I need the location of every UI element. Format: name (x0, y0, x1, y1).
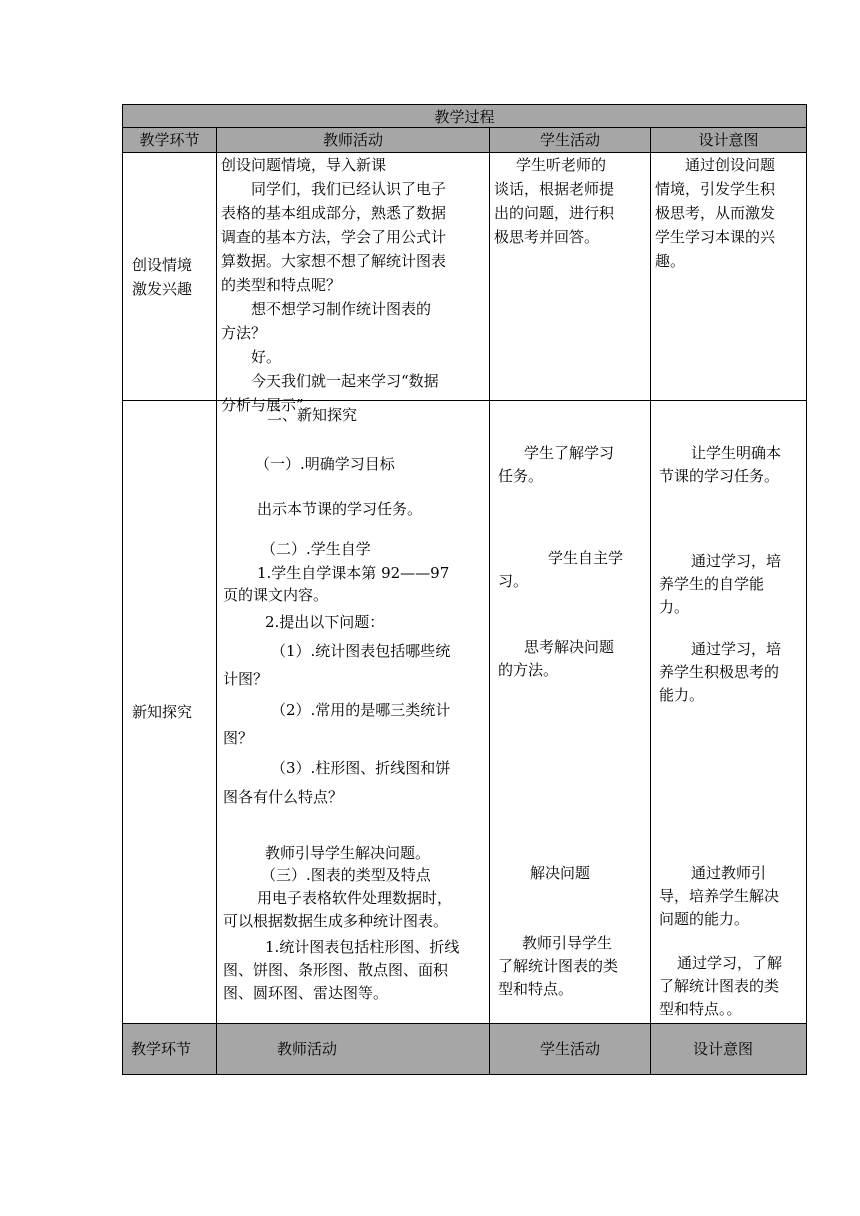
design-1-line-4: 趣。 (655, 252, 686, 270)
stage-1-line-1: 创设情境 (132, 255, 193, 274)
teacher-2-q3a: （3）.柱形图、折线图和饼 (271, 759, 451, 777)
student-cell-2 (490, 401, 651, 1023)
teacher-1-line-6: 想不想学习制作统计图表的 (251, 300, 432, 318)
table-row-section2 (123, 401, 806, 1024)
header-student: 学生活动 (490, 128, 651, 152)
teacher-2-self-title: （二）.学生自学 (261, 540, 371, 558)
student-2-s4: 解决问题 (530, 864, 591, 882)
design-2-d2b: 养学生的自学能 (659, 575, 765, 593)
design-1-line-1: 情境，引发学生积 (655, 180, 776, 198)
design-2-d2a: 通过学习，培 (691, 552, 782, 570)
student-1-line-1: 谈话，根据老师提 (494, 180, 615, 198)
teacher-cell-1 (217, 153, 490, 414)
teacher-2-self-1b: 页的课文内容。 (223, 586, 329, 604)
teacher-2-type-2c: 图、圆环图、雷达图等。 (223, 984, 389, 1002)
student-1-line-2: 出的问题，进行积 (494, 204, 615, 222)
teacher-1-line-10: 分析与展示”。 (221, 396, 319, 414)
student-2-s2b: 习。 (498, 572, 529, 590)
footer-student: 学生活动 (490, 1024, 651, 1074)
student-2-s1a: 学生了解学习 (524, 444, 615, 462)
student-2-s1b: 任务。 (498, 467, 544, 485)
design-2-d5c: 型和特点。。 (659, 1000, 742, 1018)
design-2-d4c: 问题的能力。 (659, 910, 750, 928)
footer-design: 设计意图 (693, 1040, 754, 1058)
teacher-1-line-9: 今天我们就一起来学习“数据 (251, 372, 439, 390)
teacher-1-line-5: 的类型和特点呢？ (221, 276, 342, 294)
lesson-table (122, 104, 807, 1075)
teacher-1-line-2: 表格的基本组成部分，熟悉了数据 (221, 204, 447, 222)
teacher-2-type-1b: 可以根据数据生成多种统计图表。 (223, 912, 449, 930)
student-2-s5c: 型和特点。 (498, 980, 574, 998)
student-2-s5b: 了解统计图表的类 (498, 957, 619, 975)
design-2-d3b: 养学生积极思考的 (659, 663, 780, 681)
teacher-2-type-2b: 图、饼图、条形图、散点图、面积 (223, 961, 449, 979)
teacher-2-type-1a: 用电子表格软件处理数据时， (257, 889, 453, 907)
stage-cell-2 (123, 401, 217, 1023)
table-footer-row (123, 1024, 806, 1074)
teacher-2-q2a: （2）.常用的是哪三类统计 (271, 701, 451, 719)
header-teacher: 教师活动 (217, 128, 490, 152)
teacher-1-line-3: 调查的基本方法，学会了用公式计 (221, 228, 447, 246)
teacher-1-line-4: 算数据。大家想不想了解统计图表 (221, 252, 447, 270)
design-cell-1 (651, 153, 806, 400)
design-2-d1b: 节课的学习任务。 (659, 467, 780, 485)
design-2-d5b: 了解统计图表的类 (659, 977, 780, 995)
teacher-2-q1a: （1）.统计图表包括哪些统 (271, 642, 451, 660)
table-title: 教学过程 (434, 107, 495, 126)
design-2-d3a: 通过学习，培 (691, 640, 782, 658)
stage-1-line-2: 激发兴趣 (132, 279, 193, 298)
teacher-2-type-title: （三）.图表的类型及特点 (261, 866, 431, 884)
teacher-2-q3b: 图各有什么特点？ (223, 788, 344, 806)
teacher-2-q1b: 计图？ (223, 670, 269, 688)
design-2-d5a: 通过学习，了解 (677, 954, 783, 972)
teacher-2-heading: 二、新知探究 (267, 406, 358, 424)
design-2-d4a: 通过教师引 (691, 864, 767, 882)
header-stage: 教学环节 (123, 128, 217, 152)
teacher-1-line-0: 创设问题情境，导入新课 (221, 156, 387, 174)
teacher-1-line-7: 方法？ (221, 324, 267, 342)
student-2-s3b: 的方法。 (498, 661, 559, 679)
student-1-line-0: 学生听老师的 (516, 156, 607, 174)
design-2-d4b: 导，培养学生解决 (659, 887, 780, 905)
teacher-2-goal-title: （一）.明确学习目标 (255, 455, 395, 473)
teacher-2-self-1a: 1.学生自学课本第 92——97 (257, 564, 450, 582)
student-1-line-3: 极思考并回答。 (494, 228, 600, 246)
teacher-2-self-2: 2.提出以下问题： (265, 613, 385, 631)
student-cell-1 (490, 153, 651, 400)
design-2-d2c: 力。 (659, 598, 690, 616)
teacher-2-q2b: 图？ (223, 729, 254, 747)
design-1-line-2: 极思考，从而激发 (655, 204, 776, 222)
teacher-2-type-2a: 1.统计图表包括柱形图、折线 (265, 938, 460, 956)
table-header-row (123, 128, 806, 153)
student-2-s5a: 教师引导学生 (522, 934, 613, 952)
header-design: 设计意图 (698, 131, 759, 149)
stage-cell-1 (123, 153, 217, 400)
design-cell-2 (651, 401, 806, 1023)
student-2-s2a: 学生自主学 (548, 549, 624, 567)
footer-stage: 教学环节 (123, 1024, 217, 1074)
design-2-d1a: 让学生明确本 (691, 444, 782, 462)
table-row-section1 (123, 153, 806, 414)
design-2-d3c: 能力。 (659, 686, 705, 704)
table-title-row (123, 105, 806, 128)
stage-2-label: 新知探究 (132, 703, 193, 721)
teacher-1-line-8: 好。 (251, 348, 282, 366)
student-2-s3a: 思考解决问题 (524, 638, 615, 656)
teacher-cell-2 (217, 401, 490, 1023)
design-1-line-3: 学生学习本课的兴 (655, 228, 776, 246)
footer-teacher: 教师活动 (217, 1024, 490, 1074)
teacher-1-line-1: 同学们，我们已经认识了电子 (251, 180, 447, 198)
teacher-2-goal-text: 出示本节课的学习任务。 (257, 500, 423, 518)
teacher-2-guide: 教师引导学生解决问题。 (265, 844, 431, 862)
design-1-line-0: 通过创设问题 (685, 156, 776, 174)
